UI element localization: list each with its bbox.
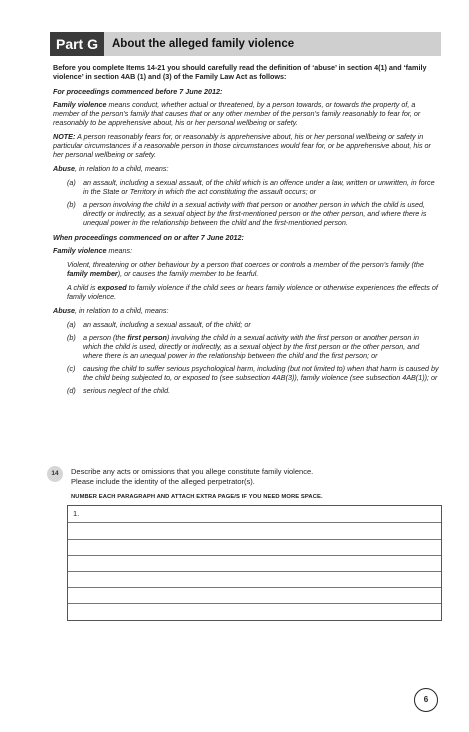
item-marker: (a) <box>67 178 76 187</box>
text-fragment: A child is <box>67 283 98 292</box>
page-number: 6 <box>414 688 438 712</box>
family-violence-lead <box>53 246 439 255</box>
item-text <box>83 333 439 360</box>
answer-line[interactable] <box>68 603 441 604</box>
text-fragment: a person (the <box>83 333 128 342</box>
family-violence-para-2 <box>67 283 439 301</box>
family-violence-term: Family violence <box>53 246 107 255</box>
question-number-badge: 14 <box>47 466 63 482</box>
answer-line[interactable] <box>68 522 441 523</box>
note-text: A person reasonably fears for, or reasonably is apprehensive about, his or her personal wellbeing or safety in particular circumstances if a reasonable person in those circumstances would fear for, or be apprehensive about, his or her personal wellbeing or safety. <box>53 132 431 159</box>
family-violence-definition <box>53 100 439 127</box>
abuse-lead-text: , in relation to a child, means: <box>74 164 169 173</box>
abuse-item-b <box>67 333 439 360</box>
answer-line[interactable] <box>68 539 441 540</box>
item-text: an assault, including a sexual assault, of the child; or <box>83 320 251 329</box>
abuse-item-b <box>67 200 439 227</box>
family-member-term: family member <box>67 269 118 278</box>
part-title: About the alleged family violence <box>112 38 295 50</box>
item-marker: (c) <box>67 364 76 373</box>
note-paragraph <box>53 132 439 159</box>
answer-line[interactable] <box>68 571 441 572</box>
item-text: serious neglect of the child. <box>83 386 171 395</box>
family-violence-def-text: means conduct, whether actual or threatened, by a person towards, or towards the property of, a member of the person’s family that causes that or any other member of the person’s family reasonably to fear for, or reasonably to be apprehensive about, his or her personal wellbeing or safety. <box>53 100 421 127</box>
item-marker: (b) <box>67 333 76 342</box>
first-person-term: first person <box>127 333 167 342</box>
abuse-list-before-2012 <box>53 178 439 227</box>
item-marker: (d) <box>67 386 76 395</box>
abuse-definition-lead-2 <box>53 306 439 315</box>
text-fragment: ) involving the child in a sexual activity with the first person or another person in which the child is used, directly or indirectly, as a sexual object by the first person or the other person, and where there is an unequal power in the relationship between the child and the first person; or <box>83 333 420 360</box>
question-instruction: NUMBER EACH PARAGRAPH AND ATTACH EXTRA PAGE/S IF YOU NEED MORE SPACE. <box>71 494 323 500</box>
abuse-list-after-2012 <box>53 320 439 395</box>
family-violence-lead-text: means: <box>106 246 133 255</box>
family-violence-para-1 <box>67 260 439 278</box>
text-fragment: Violent, threatening or other behaviour by a person that coerces or controls a member of the person’s family (the <box>67 260 424 269</box>
item-text: an assault, including a sexual assault, of the child which is an offence under a law, written or unwritten, in force in the State or Territory in which the act constituting the assault occurs; or <box>83 178 435 196</box>
question-line-1: Describe any acts or omissions that you allege constitute family violence. <box>71 467 314 476</box>
after-2012-heading: When proceedings commenced on or after 7 June 2012: <box>53 233 244 242</box>
item-text: causing the child to suffer serious psychological harm, including (but not limited to) when that harm is caused by the child being subjected to, or exposed to (see subsection 4AB(3)), family violence (see subsection 4AB(1)); or <box>83 364 439 382</box>
exposed-term: exposed <box>97 283 127 292</box>
question-line-2: Please include the identity of the alleged perpetrator(s). <box>71 476 255 486</box>
family-violence-term: Family violence <box>53 100 107 109</box>
answer-line[interactable] <box>68 555 441 556</box>
abuse-item-c <box>67 364 439 382</box>
abuse-item-a <box>67 178 439 196</box>
part-header <box>50 32 441 56</box>
answer-line[interactable] <box>68 587 441 588</box>
abuse-definition-lead <box>53 164 439 173</box>
abuse-item-d <box>67 386 439 395</box>
answer-field[interactable] <box>67 505 442 621</box>
part-label: Part G <box>50 32 104 56</box>
item-marker: (b) <box>67 200 76 209</box>
question-prompt <box>71 467 431 486</box>
text-fragment: to family violence if the child sees or hears family violence or otherwise experiences the effects of family violence. <box>67 283 438 301</box>
before-2012-heading: For proceedings commenced before 7 June 2012: <box>53 87 223 96</box>
note-term: NOTE: <box>53 132 76 141</box>
definitions-section <box>53 63 439 400</box>
abuse-item-a <box>67 320 439 329</box>
item-marker: (a) <box>67 320 76 329</box>
abuse-lead-text: , in relation to a child, means: <box>74 306 169 315</box>
abuse-term: Abuse <box>53 164 75 173</box>
abuse-term: Abuse <box>53 306 75 315</box>
intro-text: Before you complete Items 14-21 you should carefully read the definition of ‘abuse’ in section 4(1) and ‘family violence’ in section 4AB (1) and (3) of the Family Law Act as follows: <box>53 63 427 81</box>
item-text: a person involving the child in a sexual activity with that person or another person in which the child is used, directly or indirectly, as a sexual object by the first-mentioned person or the other person, and where there is unequal power in the relationship between the child and the first-mentioned person. <box>83 200 427 227</box>
text-fragment: ), or causes the family member to be fearful. <box>117 269 259 278</box>
paragraph-number: 1. <box>73 509 80 518</box>
